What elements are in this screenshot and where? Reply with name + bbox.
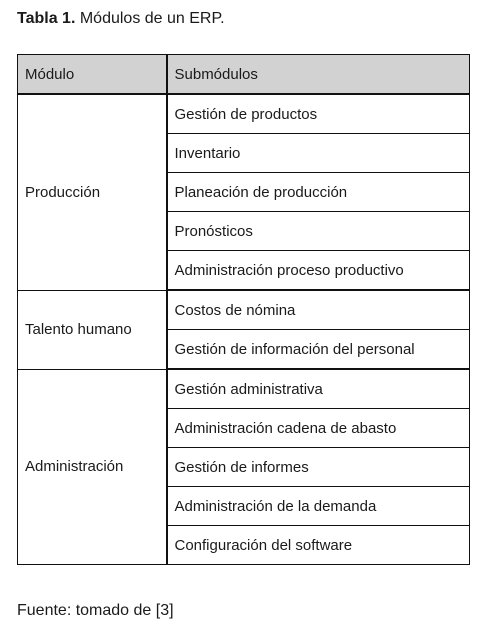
submodule-cell: Costos de nómina <box>167 290 470 330</box>
submodule-cell: Gestión de productos <box>167 94 470 134</box>
caption-label: Tabla 1. <box>17 10 76 27</box>
table-caption <box>17 9 225 29</box>
column-header-module: Módulo <box>18 55 167 95</box>
column-header-submodules: Submódulos <box>167 55 470 95</box>
submodule-cell: Administración proceso productivo <box>167 251 470 291</box>
table-row <box>18 94 470 134</box>
submodule-cell: Planeación de producción <box>167 173 470 212</box>
submodule-cell: Pronósticos <box>167 212 470 251</box>
table-header-row <box>18 55 470 95</box>
table-row <box>18 369 470 409</box>
erp-modules-table <box>17 54 470 565</box>
submodule-cell: Gestión de información del personal <box>167 330 470 370</box>
source-note: Fuente: tomado de [3] <box>17 602 174 619</box>
caption-title: Módulos de un ERP. <box>79 10 225 27</box>
module-cell-talento-humano: Talento humano <box>18 290 167 369</box>
submodule-cell: Administración cadena de abasto <box>167 409 470 448</box>
table-row <box>18 290 470 330</box>
submodule-cell: Gestión administrativa <box>167 369 470 409</box>
module-cell-administracion: Administración <box>18 369 167 565</box>
submodule-cell: Gestión de informes <box>167 448 470 487</box>
submodule-cell: Inventario <box>167 134 470 173</box>
module-cell-produccion: Producción <box>18 94 167 290</box>
submodule-cell: Configuración del software <box>167 526 470 565</box>
submodule-cell: Administración de la demanda <box>167 487 470 526</box>
